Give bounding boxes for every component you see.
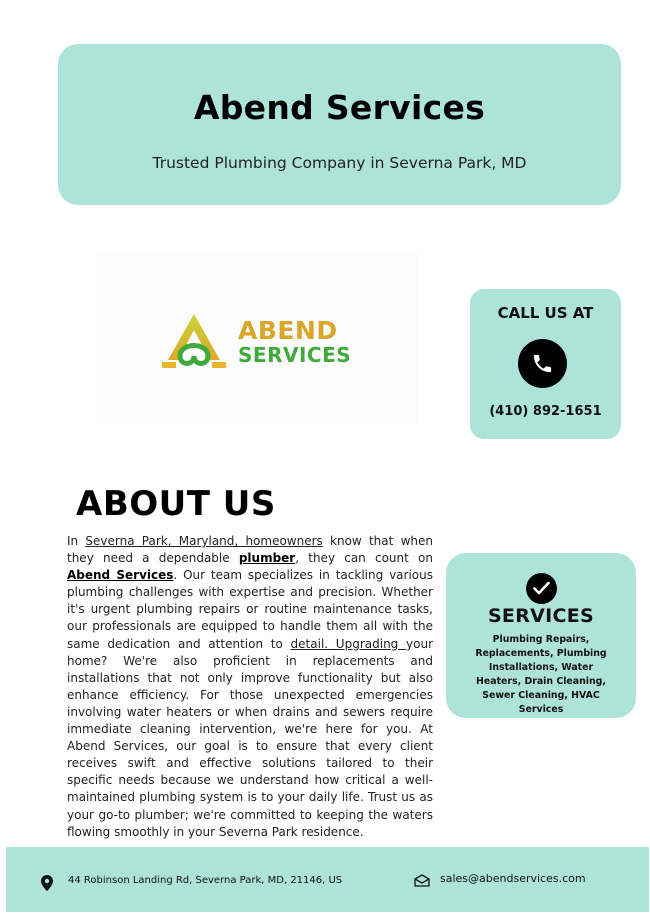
about-text: , they can count on — [295, 551, 433, 566]
logo-mark-icon — [160, 312, 228, 370]
logo-panel — [96, 252, 418, 424]
services-heading: SERVICES — [487, 605, 595, 627]
about-heading: ABOUT US — [76, 484, 276, 524]
about-text: know that when they need a dependable — [67, 534, 433, 566]
plumber-link[interactable]: plumber — [238, 551, 296, 566]
page-title: Abend Services — [193, 88, 486, 127]
header-card — [58, 44, 621, 205]
about-text: your home? We're also proficient in replacements and installations that not only improve functionality but also enhance efficiency. For those unexpected emergencies involving water heaters or when drains and sewers require immediate cleaning intervention, we're here for you. At Abend Services, our goal is to ensure that every client receives swift and effective solutions tailored to their specific needs because we understand how critical a well-maintained plumbing system is to your daily life. Trust us as your go-to plumber; we're committed to keeping the waters flowing smoothly in your Severna Park residence. — [67, 636, 433, 839]
call-label: CALL US AT — [497, 304, 594, 322]
about-text: . Our team specializes in tackling various plumbing challenges with expertise and precision. Whether it's urgent plumbing repairs or routine maintenance tasks, our professionals are equipped to handle them all with the same dedication and attention to — [67, 568, 433, 651]
about-text: In — [67, 534, 86, 548]
page-subtitle: Trusted Plumbing Company in Severna Park, MD — [152, 154, 527, 172]
location-pin-icon — [41, 875, 53, 891]
services-card — [446, 553, 636, 718]
check-circle-icon — [526, 573, 557, 604]
services-list: Plumbing Repairs, Replacements, Plumbing Installations, Water Heaters, Drain Cleaning, Sewer Cleaning, HVAC Services — [475, 634, 607, 715]
company-link[interactable]: Abend Services — [67, 568, 174, 583]
phone-icon[interactable] — [518, 339, 567, 388]
footer-bar — [6, 847, 649, 912]
call-card — [470, 289, 621, 439]
logo-line-1: ABEND — [238, 316, 338, 345]
logo-line-2: SERVICES — [238, 343, 352, 367]
detail-link[interactable]: detail. Upgrading — [290, 636, 407, 651]
phone-number[interactable]: (410) 892-1651 — [489, 404, 602, 419]
location-link[interactable]: Severna Park, Maryland, homeowners — [85, 534, 323, 548]
mail-icon — [414, 874, 430, 887]
footer-address: 44 Robinson Landing Rd, Severna Park, MD, 21146, US — [68, 875, 343, 886]
logo-wordmark — [238, 318, 351, 365]
about-paragraph — [67, 533, 433, 841]
company-logo — [160, 310, 360, 374]
footer-email[interactable]: sales@abendservices.com — [440, 872, 586, 885]
